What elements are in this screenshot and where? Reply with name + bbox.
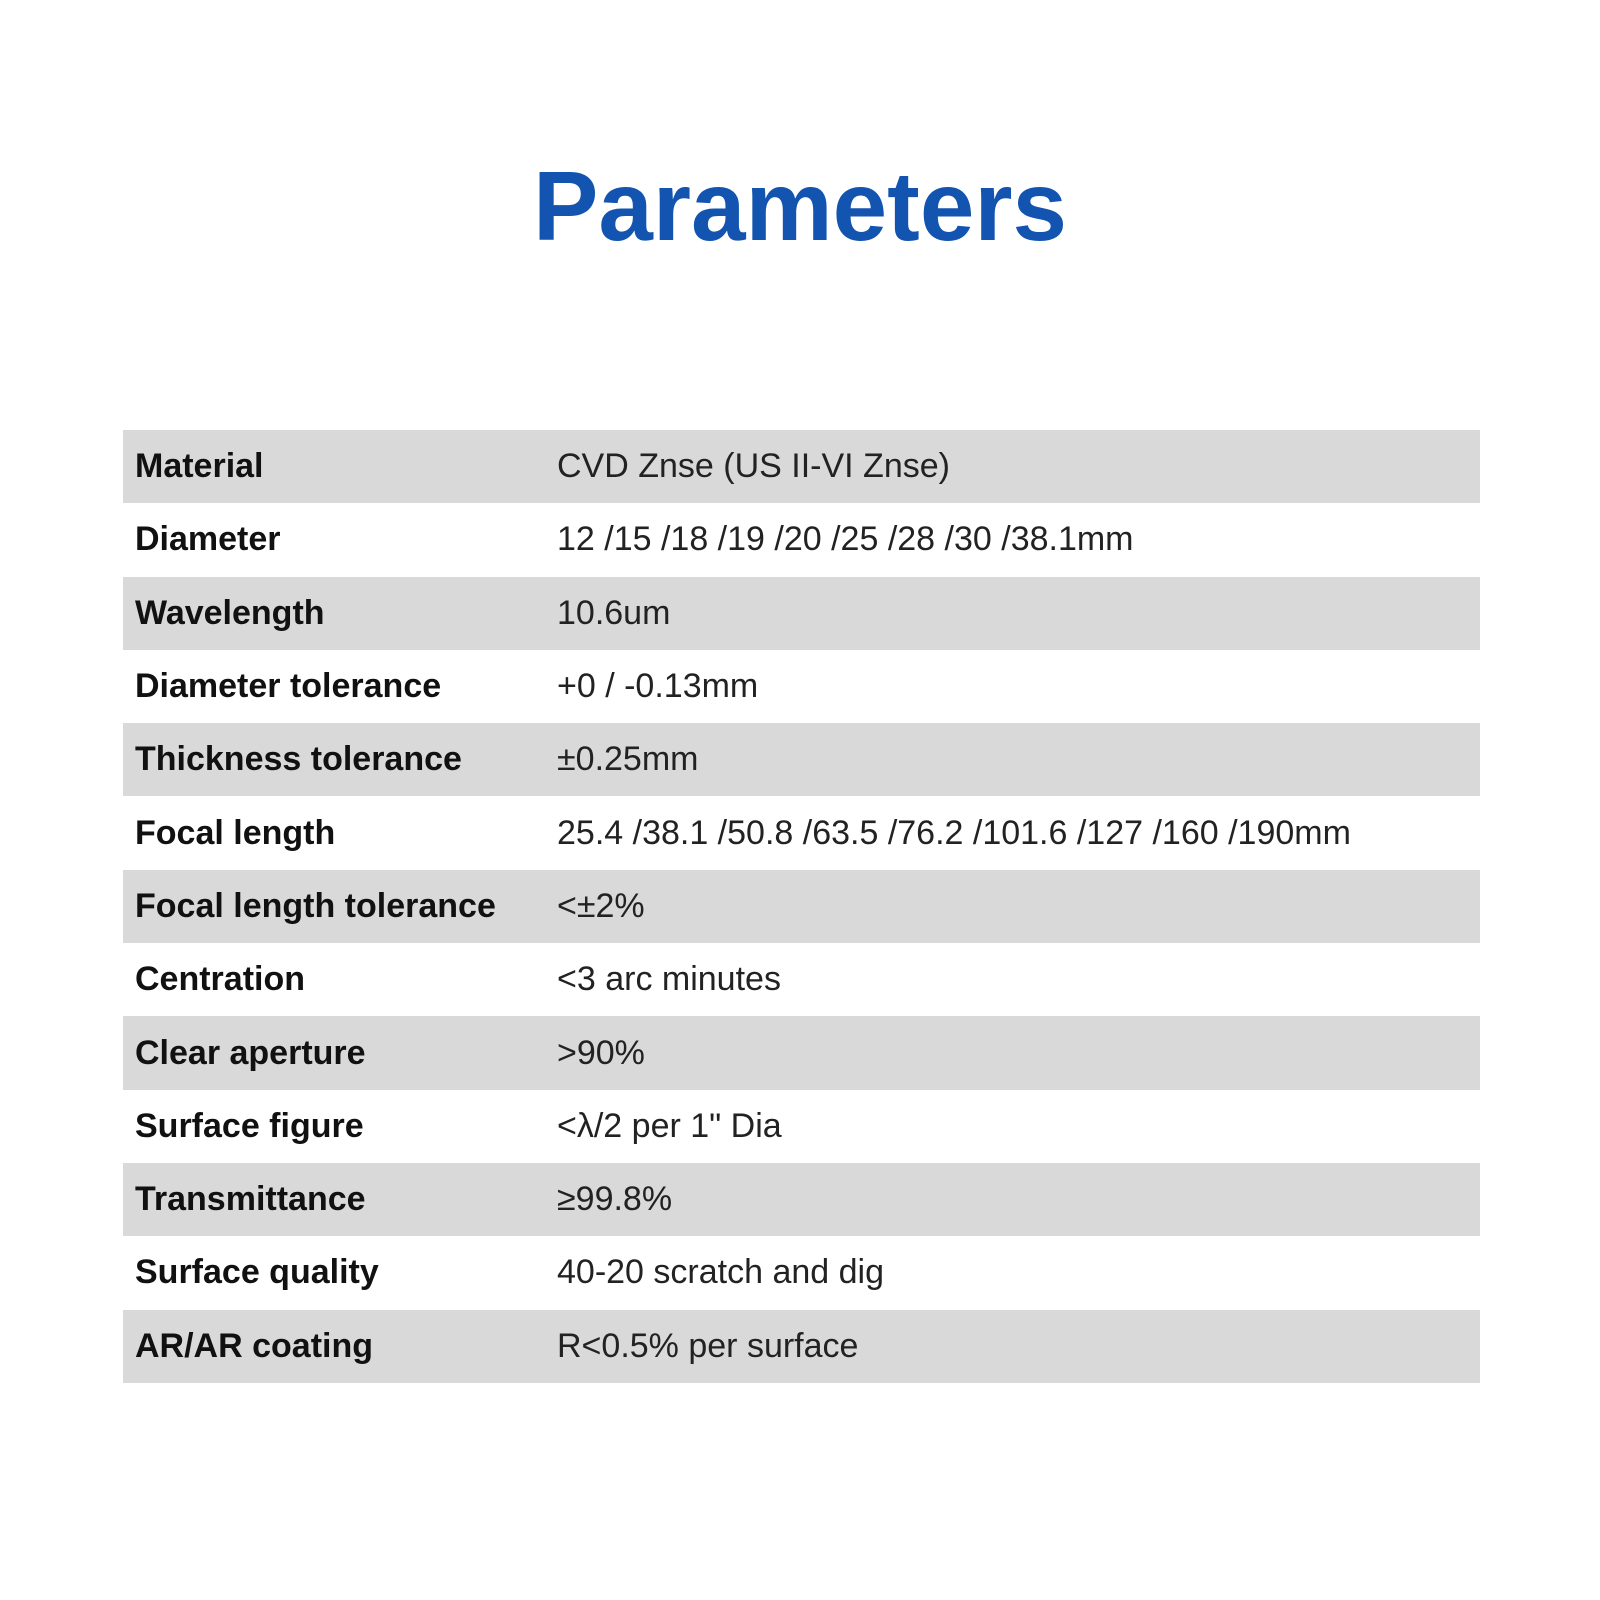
row-label: Wavelength: [135, 593, 325, 632]
row-label: Diameter: [135, 520, 281, 559]
row-value: CVD Znse (US II-VI Znse): [557, 447, 950, 486]
table-row: [123, 650, 1480, 723]
table-row: [123, 430, 1480, 503]
table-row: [123, 796, 1480, 869]
table-row: [123, 723, 1480, 796]
row-value: +0 / -0.13mm: [557, 667, 759, 706]
row-value: 40-20 scratch and dig: [557, 1253, 884, 1292]
table-row: [123, 870, 1480, 943]
page-title: Parameters: [533, 151, 1067, 261]
table-row: [123, 503, 1480, 576]
row-label: Diameter tolerance: [135, 667, 442, 706]
row-value: <λ/2 per 1" Dia: [557, 1106, 782, 1145]
row-value: ≥99.8%: [557, 1180, 673, 1219]
row-label: Thickness tolerance: [135, 740, 462, 779]
row-label: Clear aperture: [135, 1033, 366, 1072]
row-value: 25.4 /38.1 /50.8 /63.5 /76.2 /101.6 /127 /160 /190mm: [557, 813, 1351, 852]
table-row: [123, 943, 1480, 1016]
row-value: R<0.5% per surface: [557, 1326, 859, 1365]
row-value: ±0.25mm: [557, 740, 699, 779]
table-row: [123, 1163, 1480, 1236]
parameters-table: [123, 430, 1480, 1383]
row-value: 12 /15 /18 /19 /20 /25 /28 /30 /38.1mm: [557, 520, 1134, 559]
table-row: [123, 577, 1480, 650]
row-label: Focal length tolerance: [135, 886, 496, 925]
row-label: Surface figure: [135, 1106, 364, 1145]
table-row: [123, 1090, 1480, 1163]
table-row: [123, 1236, 1480, 1309]
row-label: Surface quality: [135, 1253, 379, 1292]
row-label: Focal length: [135, 813, 336, 852]
row-label: Material: [135, 447, 264, 486]
row-value: <±2%: [557, 886, 645, 925]
row-value: >90%: [557, 1033, 645, 1072]
table-row: [123, 1310, 1480, 1383]
row-value: <3 arc minutes: [557, 960, 781, 999]
row-label: Centration: [135, 960, 305, 999]
row-label: AR/AR coating: [135, 1326, 373, 1365]
row-label: Transmittance: [135, 1180, 366, 1219]
row-value: 10.6um: [557, 593, 671, 632]
table-row: [123, 1016, 1480, 1089]
